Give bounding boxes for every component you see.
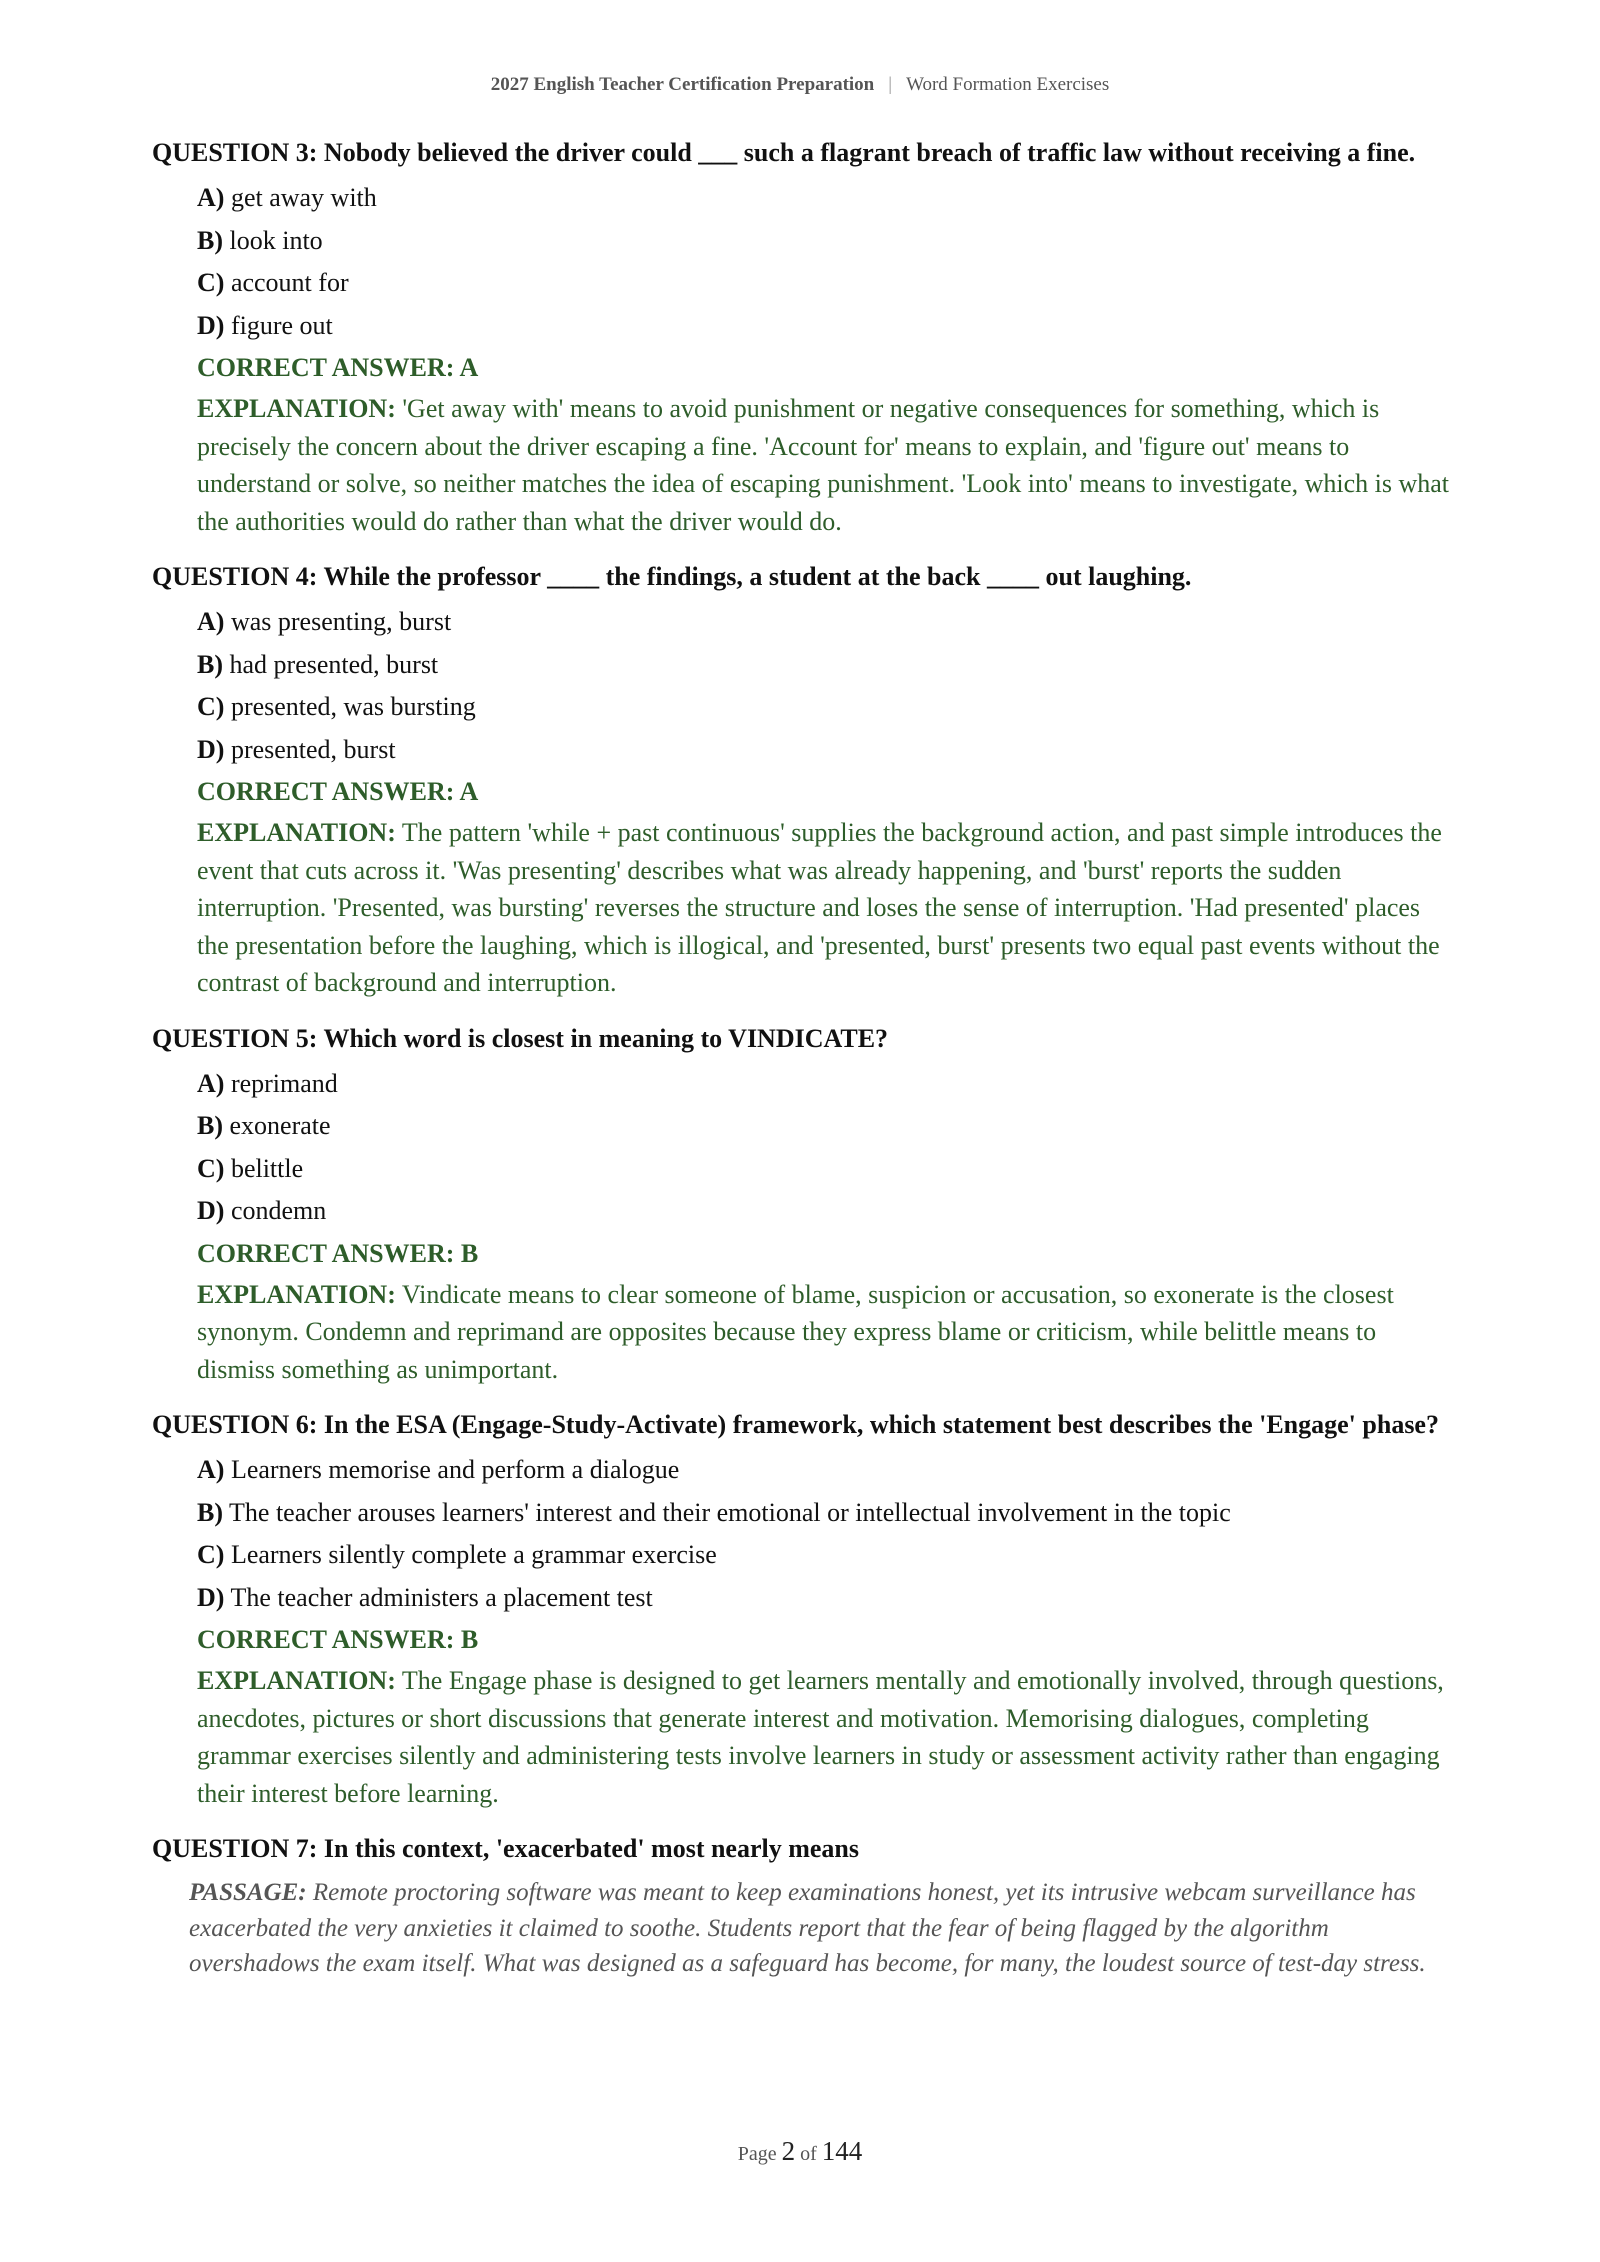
question-4 <box>152 558 1452 1002</box>
explanation <box>152 814 1452 1002</box>
explanation <box>152 1662 1452 1812</box>
question-stem: QUESTION 5: Which word is closest in meaning to VINDICATE? <box>152 1023 889 1053</box>
header-separator: | <box>888 74 893 95</box>
option-text: look into <box>229 225 323 255</box>
option-a <box>197 1063 1452 1106</box>
option-text: belittle <box>230 1153 304 1183</box>
option-letter: B) <box>197 649 223 679</box>
explanation <box>152 1276 1452 1389</box>
explanation-text: 'Get away with' means to avoid punishment or negative consequences for something, which is precisely the concern about the driver escaping a fine. 'Account for' means to explain, and 'figure out' means to understand or solve, so neither matches the idea of escaping punishment. 'Look into' means to investigate, which is what the authorities would do rather than what the driver would do. <box>197 394 1450 536</box>
option-letter: D) <box>197 1196 225 1225</box>
header-section-title: Word Formation Exercises <box>906 74 1110 95</box>
option-d <box>197 729 1452 772</box>
question-6 <box>152 1406 1452 1812</box>
option-letter: B) <box>197 1111 223 1140</box>
explanation <box>152 390 1452 540</box>
question-list <box>152 134 1452 2000</box>
passage-label: PASSAGE: <box>189 1879 307 1906</box>
of-word: of <box>800 2143 817 2165</box>
option-text: The teacher arouses learners' interest and their emotional or intellectual involvement in the topic <box>229 1497 1231 1527</box>
option-letter: A) <box>197 607 225 636</box>
option-list <box>152 1063 1452 1233</box>
option-letter: D) <box>197 734 225 764</box>
question-5 <box>152 1020 1452 1389</box>
option-letter: A) <box>197 183 225 212</box>
option-text: presented, was bursting <box>230 692 476 721</box>
option-b <box>197 644 1452 687</box>
question-stem: QUESTION 4: While the professor ____ the findings, a student at the back ____ out laughing. <box>152 562 1192 591</box>
option-text: reprimand <box>230 1068 338 1098</box>
option-letter: C) <box>197 268 225 297</box>
question-7 <box>152 1830 1452 1982</box>
option-d <box>197 305 1452 348</box>
option-text: condemn <box>230 1196 327 1225</box>
option-list <box>152 177 1452 347</box>
option-c <box>197 262 1452 305</box>
option-text: presented, burst <box>230 734 396 764</box>
option-c <box>197 1534 1452 1577</box>
question-stem: QUESTION 3: Nobody believed the driver could ___ such a flagrant breach of traffic law without receiving a fine. <box>152 138 1416 167</box>
correct-answer: CORRECT ANSWER: B <box>197 1238 479 1268</box>
option-d <box>197 1190 1452 1233</box>
question-stem: QUESTION 6: In the ESA (Engage-Study-Activate) framework, which statement best describes the 'Engage' phase? <box>152 1410 1439 1439</box>
option-letter: C) <box>197 692 225 721</box>
question-3 <box>152 134 1452 540</box>
option-b <box>197 220 1452 263</box>
option-list <box>152 601 1452 771</box>
option-text: get away with <box>230 183 377 212</box>
option-b <box>197 1105 1452 1148</box>
option-letter: A) <box>197 1068 225 1098</box>
option-letter: C) <box>197 1153 225 1183</box>
option-letter: B) <box>197 225 223 255</box>
explanation-label: EXPLANATION: <box>197 394 396 423</box>
option-text: Learners memorise and perform a dialogue <box>230 1455 680 1484</box>
explanation-text: The Engage phase is designed to get learners mentally and emotionally involved, through questions, anecdotes, pictures or short discussions that generate interest and motivation. Memorising dialogues, completing grammar exercises silently and administering tests involve learners in study or assessment activity rather than engaging their interest before learning. <box>197 1666 1444 1808</box>
correct-answer: CORRECT ANSWER: B <box>197 1625 479 1654</box>
option-text: Learners silently complete a grammar exercise <box>230 1540 717 1569</box>
option-text: had presented, burst <box>229 649 439 679</box>
page-number: 2 <box>781 2136 796 2166</box>
option-c <box>197 1148 1452 1191</box>
option-a <box>197 1449 1452 1492</box>
option-letter: D) <box>197 1582 225 1612</box>
option-letter: B) <box>197 1497 223 1527</box>
option-d <box>197 1577 1452 1620</box>
option-list <box>152 1449 1452 1619</box>
header-series-title: 2027 English Teacher Certification Preparation <box>490 74 875 95</box>
passage-text: Remote proctoring software was meant to keep examinations honest, yet its intrusive webcam surveillance has exacerbated the very anxieties it claimed to soothe. Students report that the fear of being flagged by the algorithm overshadows the exam itself. What was designed as a safeguard has become, for many, the loudest source of test-day stress. <box>189 1879 1426 1977</box>
option-letter: C) <box>197 1540 225 1569</box>
reading-passage <box>152 1875 1452 1982</box>
total-pages: 144 <box>821 2136 863 2166</box>
page-word: Page <box>737 2143 777 2165</box>
option-text: The teacher administers a placement test <box>230 1582 653 1612</box>
option-letter: D) <box>197 310 225 340</box>
page-footer <box>0 2136 1600 2167</box>
explanation-text: The pattern 'while + past continuous' supplies the background action, and past simple introduces the event that cuts across it. 'Was presenting' describes what was already happening, and 'burst' reports the sudden interruption. 'Presented, was bursting' reverses the structure and loses the sense of interruption. 'Had presented' places the presentation before the laughing, which is illogical, and 'presented, burst' presents two equal past events without the contrast of background and interruption. <box>197 818 1442 997</box>
explanation-text: Vindicate means to clear someone of blame, suspicion or accusation, so exonerate is the closest synonym. Condemn and reprimand are opposites because they express blame or criticism, while belittle means to dismiss something as unimportant. <box>197 1279 1394 1384</box>
question-stem: QUESTION 7: In this context, 'exacerbated' most nearly means <box>152 1834 860 1863</box>
option-c <box>197 686 1452 729</box>
option-text: was presenting, burst <box>230 607 452 636</box>
explanation-label: EXPLANATION: <box>197 1666 396 1695</box>
correct-answer: CORRECT ANSWER: A <box>197 353 479 382</box>
option-text: exonerate <box>229 1111 331 1140</box>
option-text: figure out <box>230 310 333 340</box>
correct-answer: CORRECT ANSWER: A <box>197 777 479 806</box>
option-a <box>197 601 1452 644</box>
running-header <box>0 74 1600 96</box>
option-b <box>197 1492 1452 1535</box>
option-letter: A) <box>197 1455 225 1484</box>
option-a <box>197 177 1452 220</box>
option-text: account for <box>230 268 349 297</box>
explanation-label: EXPLANATION: <box>197 1279 396 1309</box>
explanation-label: EXPLANATION: <box>197 818 396 847</box>
